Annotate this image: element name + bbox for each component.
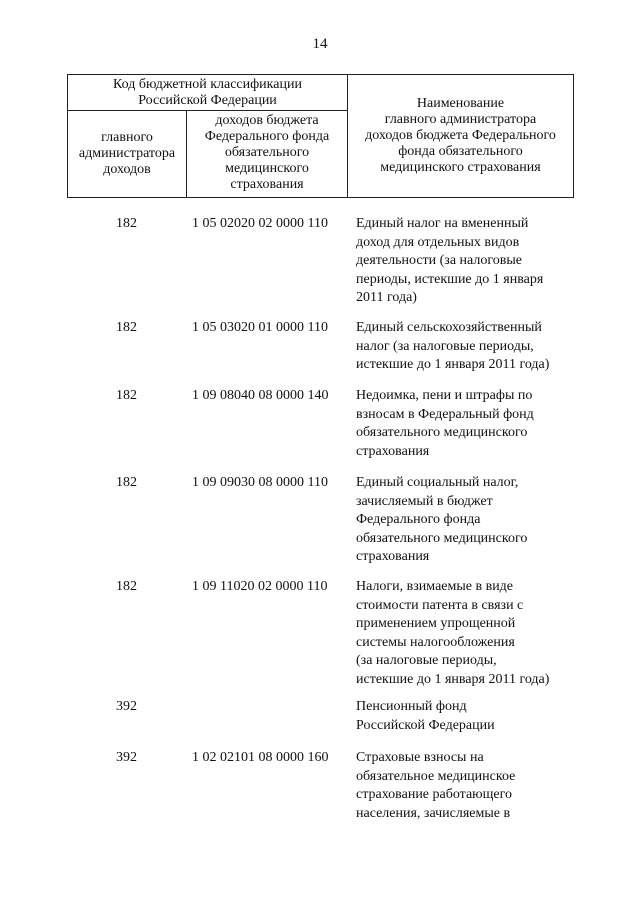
row-name: Единый сельскохозяйственный налог (за налоговые периоды, истекшие до 1 января 2011 года) [356, 320, 550, 372]
income-code: 1 09 08040 08 0000 140 [192, 388, 329, 403]
income-column-header: доходов бюджета Федерального фонда обязательного медицинского страхования [187, 111, 348, 197]
row-name: Единый социальный налог, зачисляемый в бюджет Федерального фонда обязательного медицинского страхования [356, 475, 528, 564]
page-number: 14 [312, 36, 328, 52]
row-name: Единый налог на вмененный доход для отдельных видов деятельности (за налоговые периоды, истекшие до 1 января 2011 года) [356, 216, 544, 305]
income-code: 1 09 09030 08 0000 110 [192, 475, 328, 490]
name-column-header: Наименование главного администратора доходов бюджета Федерального фонда обязательного медицинского страхования [365, 96, 556, 175]
income-code: 1 05 02020 02 0000 110 [192, 216, 328, 231]
row-name: Недоимка, пени и штрафы по взносам в Федеральный фонд обязательного медицинского страхования [356, 388, 534, 459]
admin-code: 182 [116, 475, 137, 490]
classification-table-header [67, 74, 574, 198]
admin-code: 182 [116, 388, 137, 403]
admin-code: 182 [116, 320, 137, 335]
admin-code: 392 [116, 750, 137, 765]
income-code: 1 02 02101 08 0000 160 [192, 750, 329, 765]
admin-column-header: главного администратора доходов [68, 111, 187, 197]
income-code: 1 09 11020 02 0000 110 [192, 579, 328, 594]
admin-code: 182 [116, 216, 137, 231]
classification-header: Код бюджетной классификации Российской Федерации [68, 75, 348, 111]
row-name: Страховые взносы на обязательное медицинское страхование работающего населения, зачисляемые в [356, 750, 516, 821]
row-name: Пенсионный фонд Российской Федерации [356, 699, 495, 733]
admin-code: 392 [116, 699, 137, 714]
admin-code: 182 [116, 579, 137, 594]
income-code: 1 05 03020 01 0000 110 [192, 320, 328, 335]
row-name: Налоги, взимаемые в виде стоимости патента в связи с применением упрощенной системы налогообложения (за налоговые периоды, истекшие до 1 января 2011 года) [356, 579, 550, 687]
